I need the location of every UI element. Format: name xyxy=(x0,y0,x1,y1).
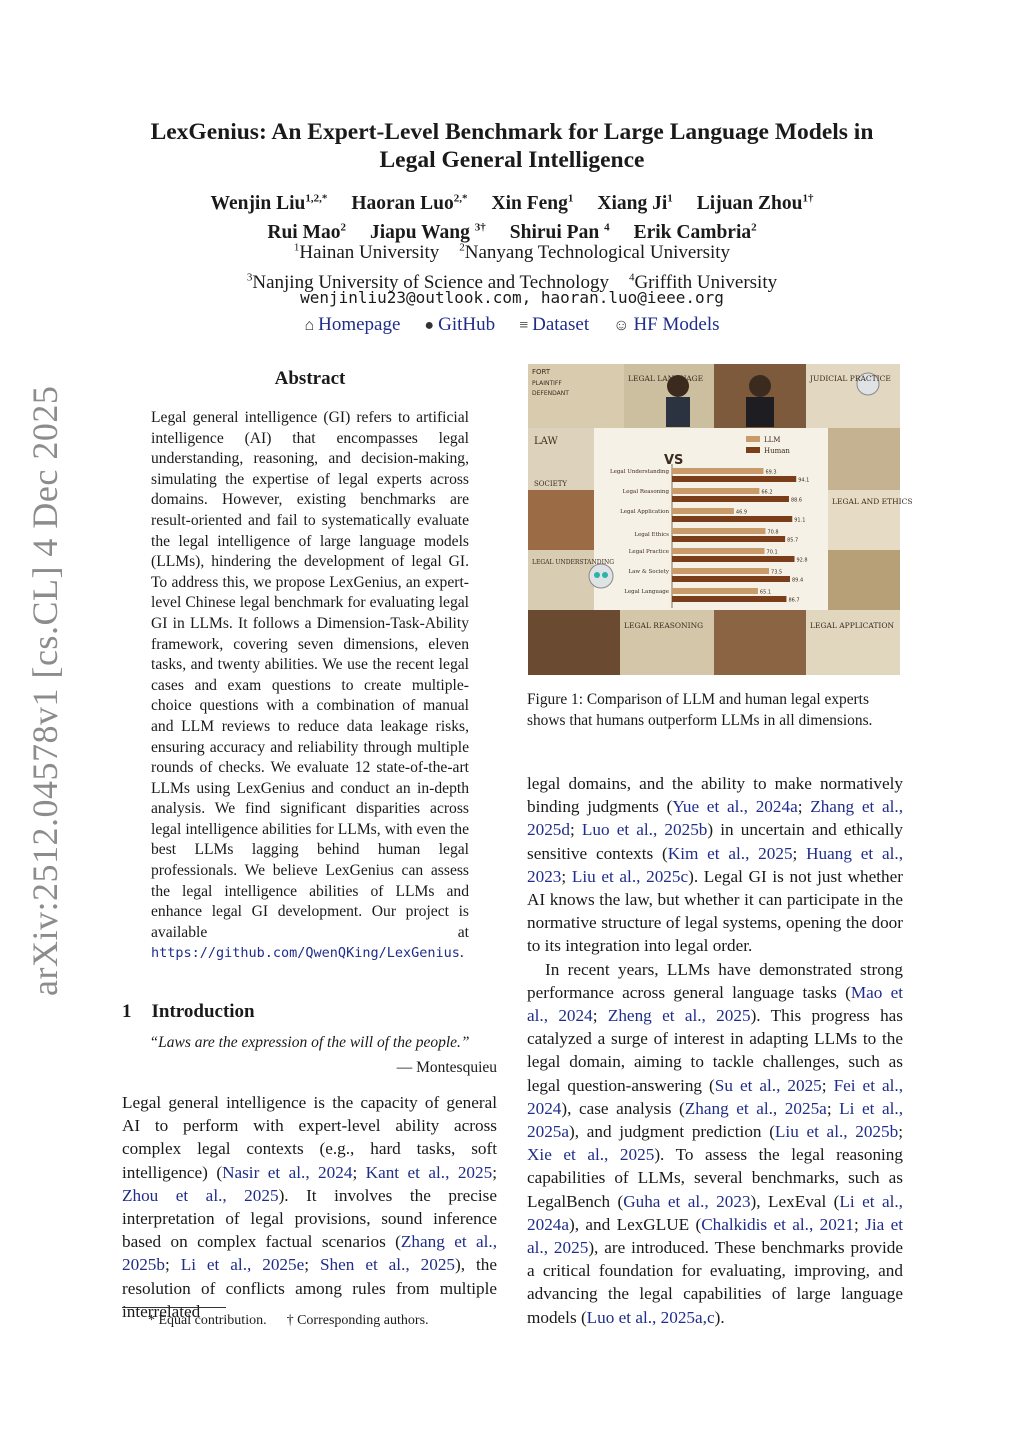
body-text: ; xyxy=(853,1214,866,1234)
title-line-1: LexGenius: An Expert-Level Benchmark for Large Language Models in xyxy=(150,119,874,145)
abstract-text: Legal general intelligence (GI) refers to artificial intelligence (AI) that encompasses legal understanding, reasoning, and decision-making, simulating the expertise of legal experts across domains. However, existing benchmarks are result-oriented and fail to systematically evaluate the legal intelligence of large language models (LLMs), hindering the development of legal GI. To address this, we propose LexGenius, an expert-level Chinese legal benchmark for evaluating legal GI in LLMs. It follows a Dimension-Task-Ability framework, covering seven dimensions, eleven tasks, and twenty abilities. We use the recent legal cases and exam questions to create multiple-choice questions with a combination of manual and LLM reviews to reduce data leakage risks, ensuring accuracy and reliability through multiple rounds of checks. We evaluate 12 state-of-the-art LLMs using LexGenius and conduct an in-depth analysis. We find significant disparities across legal intelligence abilities for LLMs, with even the best LLMs lagging behind human legal professionals. We believe LexGenius can assess the legal intelligence abilities of LLMs and enhance legal GI development. Our project is available at xyxy=(151,409,469,941)
tile-legal-application xyxy=(806,610,900,675)
citation-link[interactable]: Jia et al., 2025 xyxy=(527,1214,903,1258)
data-label-llm: 70.1 xyxy=(766,549,778,556)
tile-society xyxy=(528,490,594,550)
data-label-human: 85.7 xyxy=(787,537,799,544)
bar-human xyxy=(672,556,794,562)
label-law: LAW xyxy=(534,436,558,447)
footnotes xyxy=(148,1311,449,1331)
bar-llm xyxy=(672,568,769,574)
label-legal-understanding: LEGAL UNDERSTANDING xyxy=(532,559,614,566)
citation-link[interactable]: Mao et al., 2024 xyxy=(527,982,903,1026)
data-label-llm: 66.2 xyxy=(761,489,773,496)
citation-link[interactable]: Huang et al., 2023 xyxy=(527,843,903,886)
github-icon: ● xyxy=(424,317,435,334)
citation-link[interactable]: Luo et al., 2025b xyxy=(581,820,708,840)
citation-link[interactable]: Zhang et al., 2025d xyxy=(527,797,904,840)
affiliation-sup: 4 xyxy=(628,271,635,284)
affiliation xyxy=(294,242,439,263)
epigraph-attribution: — Montesquieu xyxy=(396,1059,497,1076)
figure-1 xyxy=(528,364,913,675)
citation-link[interactable]: Zheng et al., 2025 xyxy=(607,1006,751,1026)
bar-human xyxy=(672,516,792,522)
footnote-rule xyxy=(122,1307,226,1308)
category-label: Legal Practice xyxy=(628,549,669,555)
label-plaintiff: PLAINTIFF xyxy=(532,380,562,387)
author-emails[interactable]: wenjinliu23@outlook.com, haoran.luo@ieee.org xyxy=(300,288,724,307)
category-label: Legal Reasoning xyxy=(622,489,669,495)
abstract-end: . xyxy=(459,944,464,962)
citation-link[interactable]: Zhou et al., 2025 xyxy=(122,1185,279,1205)
data-label-human: 92.8 xyxy=(796,557,808,564)
author-sup: 2,* xyxy=(453,192,468,204)
legend-label-llm: LLM xyxy=(764,436,781,444)
home-icon: ⌂ xyxy=(304,317,315,334)
body-text: ), case analysis ( xyxy=(561,1098,685,1118)
category-label: Legal Ethics xyxy=(634,532,669,538)
tile-student xyxy=(714,610,806,675)
affiliations xyxy=(0,236,1024,295)
robot-eye-right xyxy=(602,572,608,578)
bar-human xyxy=(672,596,786,602)
data-label-human: 94.1 xyxy=(798,477,810,484)
bar-human xyxy=(672,536,785,542)
arxiv-identifier: arXiv:2512.04578v1 [cs.CL] 4 Dec 2025 xyxy=(25,385,65,996)
category-label: Legal Application xyxy=(620,509,669,515)
author-text: Haoran Luo xyxy=(351,192,454,214)
label-legal-application: LEGAL APPLICATION xyxy=(810,621,895,630)
link-github[interactable] xyxy=(424,314,495,335)
affiliation-name: Hainan University xyxy=(299,242,440,264)
abstract-body xyxy=(151,408,469,964)
section-number: 1 xyxy=(122,1001,132,1022)
body-text: ; xyxy=(592,1006,608,1026)
tile-reading xyxy=(528,610,620,675)
footnote-item: † Corresponding authors. xyxy=(286,1313,429,1328)
epigraph-quote: “Laws are the expression of the will of the people.” xyxy=(149,1034,470,1051)
bar-human xyxy=(672,476,796,482)
paper-title xyxy=(0,118,1024,174)
database-icon: ≡ xyxy=(519,317,529,334)
label-legal-reasoning: LEGAL REASONING xyxy=(624,621,704,630)
link-dataset[interactable] xyxy=(519,314,589,335)
body-text: ), the resolution of conflicts among rules from multiple interrelated xyxy=(122,1255,497,1321)
bar-human xyxy=(672,576,790,582)
abstract-heading: Abstract xyxy=(274,368,346,389)
legend-label-human: Human xyxy=(764,447,790,455)
intro-right-column xyxy=(527,772,903,1329)
body-text: ). This progress has catalyzed a surge of interest in adapting LLMs to the legal domain, aiming to tackle challenges, such as legal question-answering ( xyxy=(527,1006,903,1095)
author-name xyxy=(697,193,814,214)
affiliation-sup: 3 xyxy=(246,271,253,284)
body-text: Legal general intelligence is the capacity of general AI to perform with expert-level ability across complex legal contexts (e.g., hard tasks, soft intelligence) ( xyxy=(122,1093,497,1182)
citation-link[interactable]: Zhang et al., 2025a xyxy=(684,1098,827,1118)
citation-link[interactable]: Nasir et al., 2024 xyxy=(222,1162,353,1182)
intro-left-column xyxy=(122,1091,497,1323)
bar-llm xyxy=(672,528,765,534)
bar-llm xyxy=(672,588,758,594)
author-sup: 2 xyxy=(751,221,757,234)
label-legal-ethics: LEGAL AND ETHICS xyxy=(832,497,913,506)
author-text: Xin Feng xyxy=(491,192,568,214)
data-label-human: 91.1 xyxy=(794,517,806,524)
body-text: ), LexEval ( xyxy=(750,1191,840,1211)
author-sup: 1 xyxy=(567,192,574,204)
bar-llm xyxy=(672,468,763,474)
tile-lawyer xyxy=(828,428,900,490)
link-label: GitHub xyxy=(438,314,496,335)
tile-legal-reasoning xyxy=(620,610,714,675)
data-label-llm: 70.8 xyxy=(767,529,779,536)
body-text: ; xyxy=(797,797,811,817)
body-text: ; xyxy=(569,820,582,840)
author-name xyxy=(351,193,467,214)
link-homepage[interactable] xyxy=(305,314,401,335)
author-sup: 2 xyxy=(340,221,346,234)
citation-link[interactable]: Guha et al., 2023 xyxy=(623,1191,751,1211)
legend-swatch-human xyxy=(746,447,760,453)
project-links xyxy=(0,312,1024,339)
citation-link[interactable]: Liu et al., 2025c xyxy=(571,866,689,886)
body-text: ; xyxy=(352,1162,366,1182)
link-label: Homepage xyxy=(318,314,401,335)
citation-link[interactable]: Li et al., 2025a xyxy=(527,1098,903,1142)
body-text: ; xyxy=(304,1255,320,1275)
author-text: Lijuan Zhou xyxy=(696,192,803,214)
judge-body xyxy=(746,397,774,427)
body-text: ), and judgment prediction ( xyxy=(569,1122,775,1142)
hugging-face-icon: ☺ xyxy=(613,317,630,334)
data-label-human: 88.6 xyxy=(790,497,803,504)
data-label-llm: 69.3 xyxy=(765,469,777,476)
label-judicial-practice: JUDICIAL PRACTICE xyxy=(810,374,891,383)
data-label-llm: 46.9 xyxy=(735,509,748,516)
author-name xyxy=(492,193,574,214)
body-text: ; xyxy=(561,866,572,886)
body-text: ). To assess the legal reasoning capabilities of LLMs, several benchmarks, such as LegalBench ( xyxy=(527,1145,903,1211)
author-text: Jiapu Wang xyxy=(370,222,475,243)
label-defendant: DEFENDANT xyxy=(532,390,569,397)
body-text: legal domains, and the ability to make normatively binding judgments ( xyxy=(527,774,903,817)
data-label-llm: 73.5 xyxy=(771,569,783,576)
robot-head xyxy=(589,564,613,588)
project-url-link[interactable]: https://github.com/QwenQKing/LexGenius xyxy=(151,945,460,962)
label-legal-language: LEGAL LANGUAGE xyxy=(628,374,704,383)
citation-link[interactable]: Chalkidis et al., 2021 xyxy=(701,1214,854,1234)
body-text: ; xyxy=(792,843,807,863)
affiliation-name: Nanyang Technological University xyxy=(464,242,731,264)
citation-link[interactable]: Shen et al., 2025 xyxy=(319,1255,456,1275)
body-text: ; xyxy=(492,1162,497,1182)
category-label: Legal Understanding xyxy=(610,469,669,475)
citation-link[interactable]: Yue et al., 2024a xyxy=(672,797,798,817)
link-hf-models[interactable] xyxy=(613,314,719,335)
body-text: ; xyxy=(821,1075,834,1095)
citation-link[interactable]: Zhang et al., 2025b xyxy=(122,1232,498,1275)
person-body xyxy=(666,397,690,427)
robot-eye-left xyxy=(594,572,600,578)
body-text: ), are introduced. These benchmarks provide a critical foundation for evaluating, improving, and advancing the legal capabilities of large language models ( xyxy=(527,1238,904,1327)
legend-swatch-llm xyxy=(746,436,760,442)
body-text: ), and LexGLUE ( xyxy=(569,1214,702,1234)
intro-paragraph-2 xyxy=(527,958,903,1329)
body-text: ) in uncertain and ethically sensitive contexts ( xyxy=(527,820,903,863)
category-label: Law & Society xyxy=(628,569,669,575)
data-label-human: 89.4 xyxy=(792,577,804,584)
figure-caption: Figure 1: Comparison of LLM and human legal experts shows that humans outperform LLMs in all dimensions. xyxy=(527,691,873,729)
affiliation-sup: 2 xyxy=(459,242,465,254)
author-sup: 1 xyxy=(667,192,673,204)
citation-link[interactable]: Fei et al., 2024 xyxy=(527,1075,903,1118)
affiliation xyxy=(459,242,730,263)
author-text: Shirui Pan xyxy=(509,222,605,243)
label-fort: FORT xyxy=(532,368,551,376)
body-text: ; xyxy=(826,1098,840,1118)
citation-link[interactable]: Kim et al., 2025 xyxy=(667,843,793,863)
citation-link[interactable]: Xie et al., 2025 xyxy=(527,1145,655,1165)
intro-paragraph-1-cont xyxy=(527,772,903,958)
bar-llm xyxy=(672,488,759,494)
citation-link[interactable]: Luo et al., 2025a,c xyxy=(586,1307,715,1327)
author-sup: 1,2,* xyxy=(305,192,328,204)
author-sup: 4 xyxy=(604,221,610,234)
body-text: ). Legal GI is not just whether AI knows the law, but whether it can participate in the normative structure of legal systems, opening the door to its integration into legal order. xyxy=(527,866,903,956)
body-text: ; xyxy=(898,1122,903,1142)
body-text: In recent years, LLMs have demonstrated strong performance across general language tasks ( xyxy=(527,959,903,1002)
title-line-2: Legal General Intelligence xyxy=(379,147,645,173)
body-text: ). xyxy=(714,1307,725,1327)
judge-head xyxy=(749,375,771,397)
author-name xyxy=(211,193,328,214)
label-society: SOCIETY xyxy=(534,480,568,488)
author-sup: 3† xyxy=(474,221,486,234)
affiliation-sup: 1 xyxy=(293,242,300,254)
citation-link[interactable]: Li et al., 2024a xyxy=(527,1191,903,1234)
author-name xyxy=(597,193,672,214)
affiliations-row-1 xyxy=(0,236,1024,265)
body-text: ; xyxy=(164,1255,181,1275)
author-text: Erik Cambria xyxy=(633,222,752,243)
category-label: Legal Language xyxy=(624,589,669,595)
bar-llm xyxy=(672,508,734,514)
citation-link[interactable]: Su et al., 2025 xyxy=(714,1075,822,1095)
label-vs: VS xyxy=(664,453,684,468)
data-label-llm: 65.1 xyxy=(759,589,772,596)
link-label: HF Models xyxy=(633,314,720,335)
link-label: Dataset xyxy=(532,314,590,335)
authors-row-1 xyxy=(0,186,1024,216)
affiliation-name: Griffith University xyxy=(634,271,778,293)
body-text: ). It involves the precise interpretation of legal provisions, sound inference based on complex factual scenarios ( xyxy=(122,1185,497,1252)
author-text: Rui Mao xyxy=(267,222,341,243)
citation-link[interactable]: Liu et al., 2025b xyxy=(774,1122,899,1142)
data-label-human: 86.7 xyxy=(788,597,800,604)
footnote-item: * Equal contribution. xyxy=(148,1313,267,1328)
citation-link[interactable]: Kant et al., 2025 xyxy=(365,1162,493,1182)
bar-llm xyxy=(672,548,765,554)
author-text: Wenjin Liu xyxy=(210,192,306,214)
section-title: Introduction xyxy=(151,1001,255,1022)
tile-documents xyxy=(828,550,900,610)
affiliation-name: Nanjing University of Science and Technology xyxy=(252,271,609,293)
citation-link[interactable]: Li et al., 2025e xyxy=(180,1255,305,1275)
author-text: Xiang Ji xyxy=(597,192,668,214)
section-heading-introduction xyxy=(122,1001,255,1023)
bar-human xyxy=(672,496,789,502)
figure-1-illustration xyxy=(528,364,913,675)
author-sup: 1† xyxy=(802,192,814,204)
